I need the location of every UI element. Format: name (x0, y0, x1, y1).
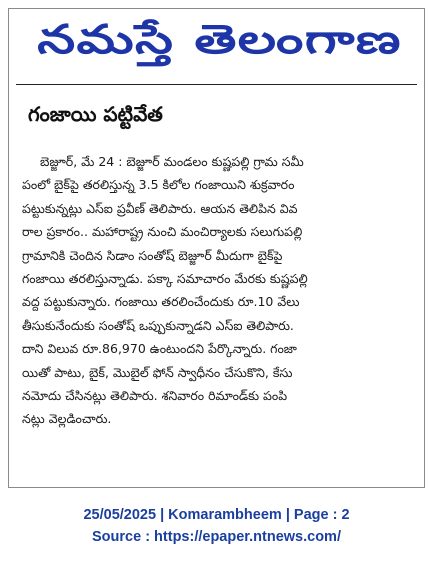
article-line: బెజ్జూర్, మే 24 : బెజ్జూర్ మండలం కుష్ణపల్లి గ్రామ సమీ (40, 154, 304, 169)
article-line: తీసుకునేందుకు సంతోష్ ఒప్పుకున్నాడని ఎస్ఐ తెలిపారు. (22, 317, 294, 333)
article-line: వద్ద పట్టుకున్నారు. గంజాయి తరలించేందుకు రూ.10 వేలు (22, 294, 300, 310)
article-headline: గంజాయి పట్టివేత (28, 102, 163, 126)
article-line: గ్రామానికి చెందిన సిడాం సంతోష్ బెజ్జూర్ మీదుగా బైక్‌పై (22, 247, 283, 263)
article-line: నమోదు చేసినట్లు తెలిపారు. శనివారం రిమాండ్‌కు పంపి (22, 387, 288, 403)
article-line: యితో పాటు, బైక్, మొబైల్ ఫోన్ స్వాధీనం చేసుకొని, కేసు (22, 364, 293, 380)
article-body (22, 150, 415, 431)
masthead-divider (16, 84, 417, 85)
footer-date-edition-page: 25/05/2025 | Komarambheem | Page : 2 (83, 507, 350, 523)
article-line: పట్టుకున్నట్లు ఎస్ఐ ప్రవీణ్ తెలిపారు. ఆయన తెలిపిన వివ (22, 200, 298, 216)
article-line: రాల ప్రకారం.. మహారాష్ట్ర నుంచి మంచిర్యాలకు సలుగుపల్లి (22, 224, 303, 240)
footer-source-link[interactable]: Source : https://epaper.ntnews.com/ (92, 529, 341, 545)
article-line: నట్లు వెల్లడించారు. (22, 411, 112, 427)
newspaper-masthead: నమస్తే తెలంగాణ (37, 17, 402, 63)
article-line: పంలో బైక్‌పై తరలిస్తున్న 3.5 కిలోల గంజాయిని శుక్రవారం (22, 177, 295, 193)
article-line: గంజాయి తరలిస్తున్నాడు. పక్కా సమాచారం మేరకు కుష్ణపల్లి (22, 270, 308, 286)
article-line: దాని విలువ రూ.86,970 ఉంటుందని పేర్కొన్నారు. గంజా (22, 341, 297, 357)
